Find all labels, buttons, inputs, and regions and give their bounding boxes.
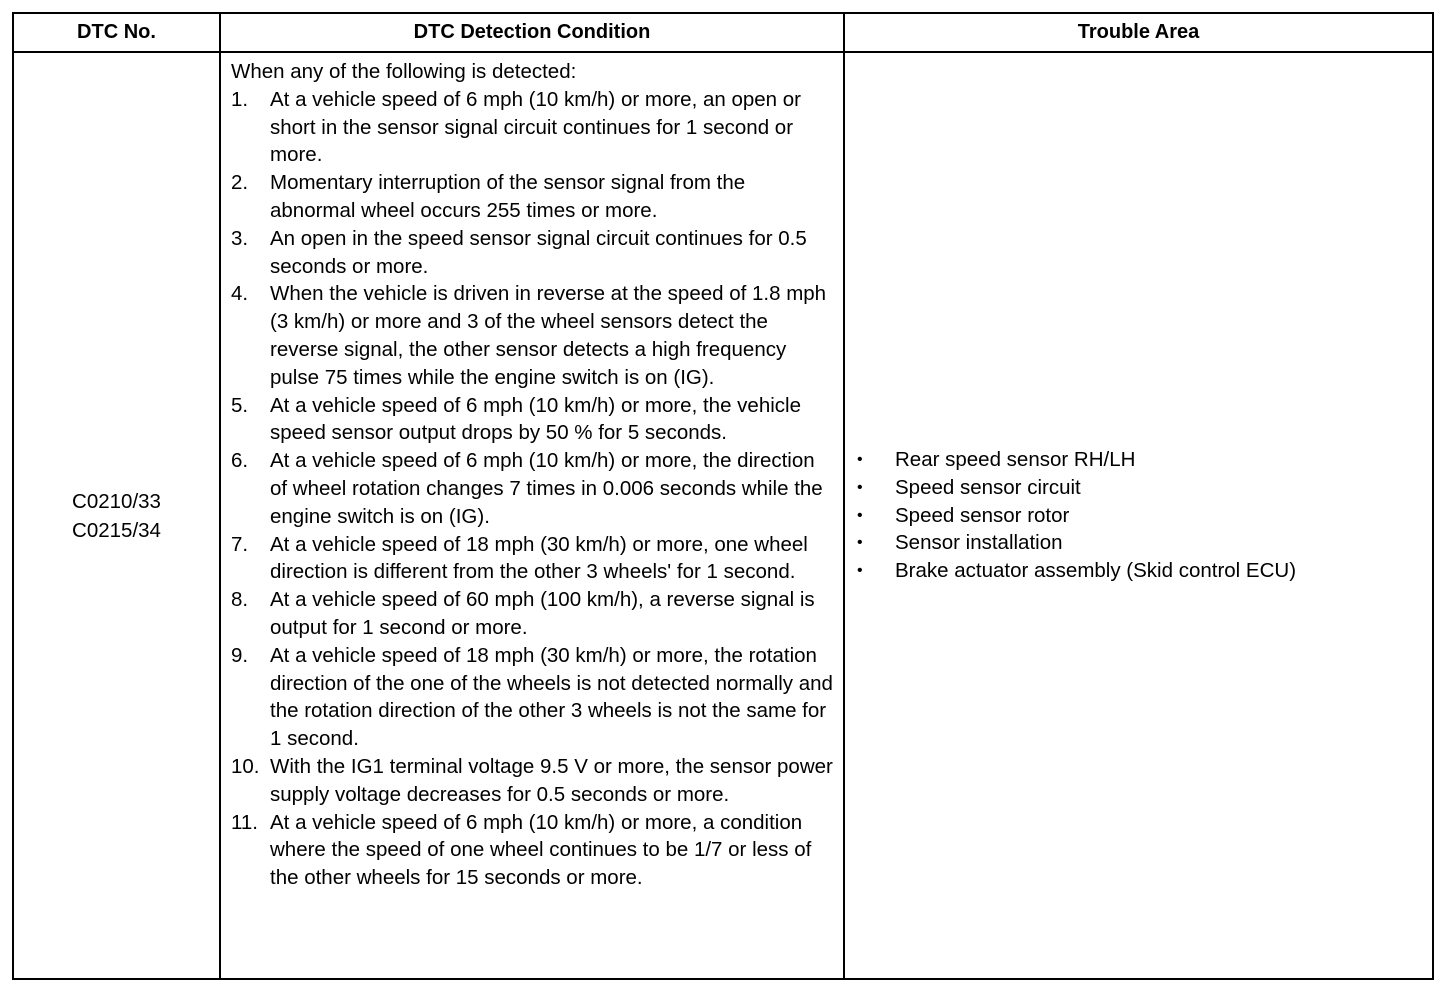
condition-item [231, 809, 835, 892]
condition-text: An open in the speed sensor signal circuit continues for 0.5 seconds or more. [270, 226, 807, 278]
condition-text: At a vehicle speed of 18 mph (30 km/h) or more, one wheel direction is different from the other 3 wheels' for 1 second. [270, 532, 808, 584]
condition-number: 6. [231, 449, 249, 473]
condition-number: 3. [231, 226, 249, 250]
condition-text: At a vehicle speed of 6 mph (10 km/h) or more, a condition where the speed of one wheel continues to be 1/7 or less of the other wheels for 15 seconds or more. [270, 810, 812, 890]
header-detection-condition: DTC Detection Condition [220, 13, 844, 52]
detection-condition-cell [220, 52, 844, 979]
trouble-area-text: Sensor installation [895, 531, 1063, 555]
condition-text: When the vehicle is driven in reverse at the speed of 1.8 mph (3 km/h) or more and 3 of the wheel sensors detect the reverse signal, the other sensor detects a high frequency pulse 75 times while the engine switch is on (IG). [270, 282, 827, 389]
condition-number: 2. [231, 171, 249, 195]
bullet-icon: • [857, 451, 863, 468]
condition-text: At a vehicle speed of 6 mph (10 km/h) or more, the vehicle speed sensor output drops by 50 % for 5 seconds. [270, 393, 801, 445]
condition-number: 11. [231, 810, 258, 834]
dtc-code-cell [13, 52, 220, 979]
trouble-area-text: Speed sensor circuit [895, 475, 1081, 499]
dtc-code: C0215/34 [72, 518, 161, 542]
header-row [13, 13, 1433, 52]
condition-item [231, 586, 835, 642]
condition-text: With the IG1 terminal voltage 9.5 V or more, the sensor power supply voltage decreases for 0.5 seconds or more. [270, 754, 833, 806]
trouble-area-text: Rear speed sensor RH/LH [895, 448, 1136, 471]
condition-item [231, 753, 835, 809]
condition-item [231, 280, 835, 391]
condition-intro: When any of the following is detected: [231, 60, 577, 83]
trouble-area-item [857, 557, 1432, 585]
condition-list [231, 86, 835, 892]
condition-item [231, 447, 835, 530]
trouble-area-text: Brake actuator assembly (Skid control ECU) [895, 559, 1297, 583]
condition-item [231, 392, 835, 448]
condition-item [231, 225, 835, 281]
condition-number: 10. [231, 754, 260, 778]
condition-text: At a vehicle speed of 6 mph (10 km/h) or more, the direction of wheel rotation changes 7 times in 0.006 seconds while the engine switch is on (IG). [270, 449, 823, 528]
header-dtc-no: DTC No. [13, 13, 220, 52]
condition-text: Momentary interruption of the sensor signal from the abnormal wheel occurs 255 times or more. [270, 171, 746, 222]
condition-number: 1. [231, 87, 249, 111]
dtc-code: C0210/33 [72, 489, 161, 513]
bullet-icon: • [857, 506, 863, 524]
condition-number: 5. [231, 393, 249, 417]
bullet-icon: • [857, 534, 863, 552]
condition-item [231, 642, 835, 753]
condition-number: 9. [231, 643, 249, 667]
trouble-area-cell [844, 52, 1433, 979]
trouble-area-text: Speed sensor rotor [895, 503, 1070, 527]
dtc-table [12, 12, 1434, 980]
condition-text: At a vehicle speed of 18 mph (30 km/h) or more, the rotation direction of the one of the wheels is not detected normally and the rotation direction of the other 3 wheels is not the same for 1 second. [270, 643, 833, 751]
trouble-area-list [857, 446, 1432, 585]
condition-item [231, 531, 835, 587]
bullet-icon: • [857, 562, 863, 580]
condition-text: At a vehicle speed of 6 mph (10 km/h) or more, an open or short in the sensor signal circuit continues for 1 second or more. [270, 87, 801, 167]
trouble-area-item [857, 446, 1432, 474]
trouble-area-item [857, 529, 1432, 557]
trouble-area-item [857, 502, 1432, 530]
trouble-area-item [857, 474, 1432, 502]
condition-item [231, 86, 835, 169]
bullet-icon: • [857, 478, 863, 496]
header-trouble-area: Trouble Area [844, 13, 1433, 52]
condition-number: 8. [231, 588, 249, 612]
condition-text: At a vehicle speed of 60 mph (100 km/h), a reverse signal is output for 1 second or more. [270, 588, 815, 639]
condition-number: 4. [231, 282, 249, 306]
condition-item [231, 169, 835, 225]
table-row [13, 52, 1433, 979]
condition-number: 7. [231, 532, 249, 556]
